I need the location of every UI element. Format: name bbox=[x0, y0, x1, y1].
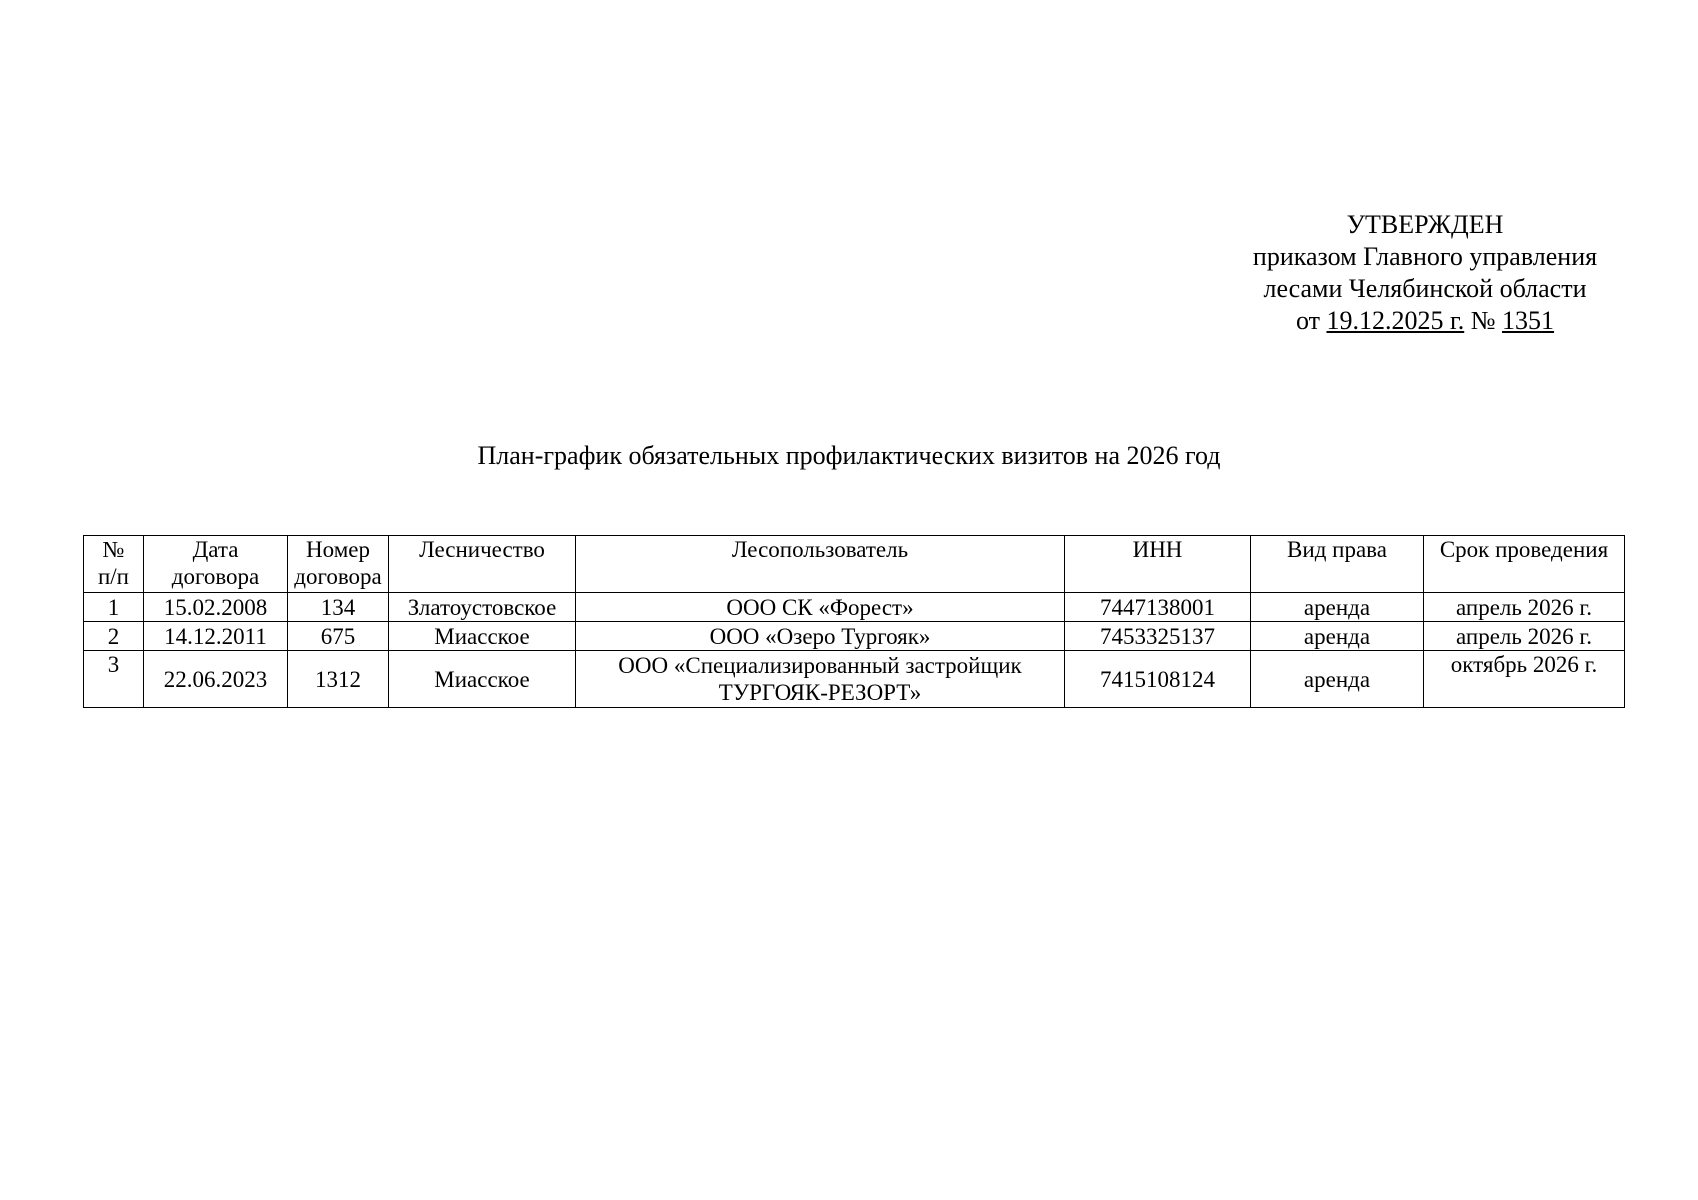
cell-inn: 7447138001 bbox=[1065, 593, 1251, 622]
table-row bbox=[84, 593, 1625, 622]
cell-num: 3 bbox=[84, 651, 144, 708]
cell-contract: 675 bbox=[288, 622, 389, 651]
cell-num: 2 bbox=[84, 622, 144, 651]
header-inn: ИНН bbox=[1065, 536, 1251, 593]
table-header-row bbox=[84, 536, 1625, 593]
header-term: Срок проведения bbox=[1424, 536, 1625, 593]
cell-date: 22.06.2023 bbox=[144, 651, 288, 708]
cell-forestry: Миасское bbox=[389, 622, 576, 651]
cell-term: апрель 2026 г. bbox=[1424, 593, 1625, 622]
cell-date: 15.02.2008 bbox=[144, 593, 288, 622]
cell-num: 1 bbox=[84, 593, 144, 622]
cell-term: октябрь 2026 г. bbox=[1424, 651, 1625, 708]
header-forestry: Лесничество bbox=[389, 536, 576, 593]
cell-inn: 7415108124 bbox=[1065, 651, 1251, 708]
cell-inn: 7453325137 bbox=[1065, 622, 1251, 651]
cell-user-line-2: ТУРГОЯК-РЕЗОРТ» bbox=[718, 680, 922, 705]
cell-forestry: Миасское bbox=[389, 651, 576, 708]
cell-user: ООО СК «Форест» bbox=[576, 593, 1065, 622]
cell-forestry: Златоустовское bbox=[389, 593, 576, 622]
table-row bbox=[84, 622, 1625, 651]
cell-contract: 134 bbox=[288, 593, 389, 622]
approval-date-prefix: от bbox=[1295, 306, 1320, 335]
header-contract: Номер договора bbox=[288, 536, 389, 593]
cell-right: аренда bbox=[1251, 622, 1424, 651]
approval-number-sign: № bbox=[1470, 306, 1496, 335]
cell-user bbox=[576, 651, 1065, 708]
cell-date: 14.12.2011 bbox=[144, 622, 288, 651]
header-right: Вид права bbox=[1251, 536, 1424, 593]
cell-user: ООО «Озеро Тургояк» bbox=[576, 622, 1065, 651]
approval-order-line bbox=[1218, 305, 1632, 337]
approval-number: 1351 bbox=[1502, 306, 1555, 335]
approval-stamp bbox=[1218, 209, 1632, 337]
table-row bbox=[84, 651, 1625, 708]
cell-contract: 1312 bbox=[288, 651, 389, 708]
approval-heading: УТВЕРЖДЕН bbox=[1346, 210, 1504, 239]
cell-user-line-1: ООО «Специализированный застройщик bbox=[618, 653, 1022, 678]
header-num: № п/п bbox=[84, 536, 144, 593]
header-user: Лесопользователь bbox=[576, 536, 1065, 593]
cell-right: аренда bbox=[1251, 651, 1424, 708]
document-title: План-график обязательных профилактических визитов на 2026 год bbox=[477, 441, 1221, 470]
cell-right: аренда bbox=[1251, 593, 1424, 622]
approval-line-2: лесами Челябинской области bbox=[1263, 274, 1587, 303]
visits-table bbox=[83, 535, 1625, 708]
header-date: Дата договора bbox=[144, 536, 288, 593]
cell-term: апрель 2026 г. bbox=[1424, 622, 1625, 651]
approval-date: 19.12.2025 г. bbox=[1326, 306, 1465, 335]
approval-line-1: приказом Главного управления bbox=[1252, 242, 1598, 271]
